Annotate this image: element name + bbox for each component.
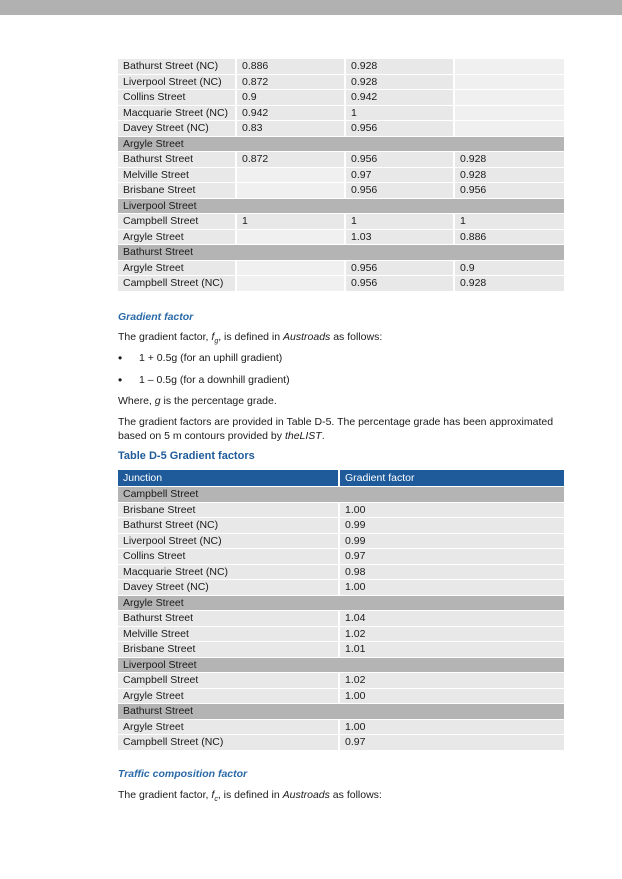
table-row bbox=[118, 261, 564, 277]
group-label: Campbell Street bbox=[118, 487, 564, 503]
table-row bbox=[118, 276, 564, 292]
table-cell: 1.04 bbox=[340, 611, 564, 627]
table-cell: 0.956 bbox=[455, 183, 564, 199]
table-cell: Davey Street (NC) bbox=[118, 580, 340, 596]
table-cell: 0.928 bbox=[346, 75, 455, 91]
table-cell: 0.98 bbox=[340, 565, 564, 581]
table-cell: Campbell Street bbox=[118, 673, 340, 689]
table-row bbox=[118, 168, 564, 184]
table-cell: 0.928 bbox=[346, 59, 455, 75]
table-cell: Liverpool Street (NC) bbox=[118, 534, 340, 550]
table-cell bbox=[237, 276, 346, 292]
table-cell bbox=[237, 230, 346, 246]
table-cell: Argyle Street bbox=[118, 689, 340, 705]
table-cell: 0.872 bbox=[237, 75, 346, 91]
table-cell: 1.02 bbox=[340, 673, 564, 689]
table-cell: 1 bbox=[455, 214, 564, 230]
table-row bbox=[118, 611, 564, 627]
table-cell: 0.872 bbox=[237, 152, 346, 168]
table-cell bbox=[455, 106, 564, 122]
table-cell: Macquarie Street (NC) bbox=[118, 106, 237, 122]
table-cell: 0.99 bbox=[340, 518, 564, 534]
table-row bbox=[118, 59, 564, 75]
table-row bbox=[118, 230, 564, 246]
bullet-dot-icon: • bbox=[118, 351, 123, 365]
table-cell: 1 bbox=[237, 214, 346, 230]
table-cell: 0.9 bbox=[455, 261, 564, 277]
table-group-row bbox=[118, 658, 564, 674]
col-header-gradient-factor: Gradient factor bbox=[340, 470, 564, 487]
table-cell: 0.886 bbox=[237, 59, 346, 75]
table-row bbox=[118, 75, 564, 91]
table-cell: Brisbane Street bbox=[118, 503, 340, 519]
table-cell bbox=[237, 168, 346, 184]
table-group-row bbox=[118, 137, 564, 153]
table-cell bbox=[455, 59, 564, 75]
table-cell: 0.928 bbox=[455, 168, 564, 184]
table-row bbox=[118, 720, 564, 736]
table-cell: Bathurst Street (NC) bbox=[118, 59, 237, 75]
table-cell: 0.97 bbox=[346, 168, 455, 184]
gradient-explanation: The gradient factors are provided in Table D-5. The percentage grade has been approximated based on 5 m contours provided by theLIST. bbox=[118, 416, 554, 442]
table-cell: 0.99 bbox=[340, 534, 564, 550]
table-row bbox=[118, 673, 564, 689]
bullet-dot-icon: • bbox=[118, 373, 123, 387]
table-cell: 0.942 bbox=[346, 90, 455, 106]
col-header-junction: Junction bbox=[118, 470, 340, 487]
table-cell: 0.956 bbox=[346, 121, 455, 137]
table-group-row bbox=[118, 704, 564, 720]
table-cell: Argyle Street bbox=[118, 261, 237, 277]
table-row bbox=[118, 689, 564, 705]
traffic-composition-intro: The gradient factor, $f_c$, is defined in Austroads as follows: bbox=[118, 789, 382, 804]
table-cell bbox=[455, 121, 564, 137]
group-label: Argyle Street bbox=[118, 137, 564, 153]
table-row bbox=[118, 503, 564, 519]
table-row bbox=[118, 735, 564, 751]
page-header-bar bbox=[0, 0, 622, 15]
table-cell: 0.9 bbox=[237, 90, 346, 106]
table-cell: Campbell Street bbox=[118, 214, 237, 230]
table-cell bbox=[237, 261, 346, 277]
table-row bbox=[118, 642, 564, 658]
table-row bbox=[118, 152, 564, 168]
table-cell: 1 bbox=[346, 214, 455, 230]
group-label: Bathurst Street bbox=[118, 245, 564, 261]
table-cell: Melville Street bbox=[118, 168, 237, 184]
turning-factor-table bbox=[118, 59, 564, 292]
group-label: Argyle Street bbox=[118, 596, 564, 612]
table-row bbox=[118, 565, 564, 581]
gradient-factors-table bbox=[118, 470, 564, 751]
table-cell: 0.97 bbox=[340, 735, 564, 751]
table-cell: 1.00 bbox=[340, 503, 564, 519]
table-cell: Argyle Street bbox=[118, 720, 340, 736]
table-cell: 0.956 bbox=[346, 276, 455, 292]
table-row bbox=[118, 518, 564, 534]
gradient-factor-heading: Gradient factor bbox=[118, 311, 194, 323]
table-cell: Brisbane Street bbox=[118, 642, 340, 658]
table-cell: Campbell Street (NC) bbox=[118, 735, 340, 751]
table-cell: Campbell Street (NC) bbox=[118, 276, 237, 292]
table-cell: Bathurst Street (NC) bbox=[118, 518, 340, 534]
table-cell: Brisbane Street bbox=[118, 183, 237, 199]
table-cell: 1.00 bbox=[340, 689, 564, 705]
table-cell bbox=[455, 75, 564, 91]
table-group-row bbox=[118, 487, 564, 503]
table-cell bbox=[455, 90, 564, 106]
table-cell: 1.00 bbox=[340, 720, 564, 736]
group-label: Bathurst Street bbox=[118, 704, 564, 720]
table-cell: 1.00 bbox=[340, 580, 564, 596]
table-row bbox=[118, 534, 564, 550]
table-cell: 0.956 bbox=[346, 261, 455, 277]
gradient-where-text: Where, g is the percentage grade. bbox=[118, 395, 277, 407]
gradient-factor-intro: The gradient factor, $f_g$, is defined in Austroads as follows: bbox=[118, 331, 383, 346]
table-cell: Bathurst Street bbox=[118, 611, 340, 627]
table-cell: 0.886 bbox=[455, 230, 564, 246]
table-cell: 1.01 bbox=[340, 642, 564, 658]
table-cell: 0.956 bbox=[346, 152, 455, 168]
table-row bbox=[118, 549, 564, 565]
table-cell: Collins Street bbox=[118, 90, 237, 106]
traffic-composition-heading: Traffic composition factor bbox=[118, 768, 248, 780]
table-cell: 1.03 bbox=[346, 230, 455, 246]
table-cell: 0.928 bbox=[455, 152, 564, 168]
table-cell: Macquarie Street (NC) bbox=[118, 565, 340, 581]
table-cell: Argyle Street bbox=[118, 230, 237, 246]
table-row bbox=[118, 580, 564, 596]
table-row bbox=[118, 90, 564, 106]
table-cell: Melville Street bbox=[118, 627, 340, 643]
table-row bbox=[118, 183, 564, 199]
table-cell: 0.942 bbox=[237, 106, 346, 122]
table-cell bbox=[237, 183, 346, 199]
table-cell: 0.97 bbox=[340, 549, 564, 565]
table-group-row bbox=[118, 596, 564, 612]
table-cell: 0.928 bbox=[455, 276, 564, 292]
table-row bbox=[118, 106, 564, 122]
table-cell: Collins Street bbox=[118, 549, 340, 565]
table-cell: 1.02 bbox=[340, 627, 564, 643]
table-group-row bbox=[118, 199, 564, 215]
table-row bbox=[118, 214, 564, 230]
group-label: Liverpool Street bbox=[118, 658, 564, 674]
table-cell: 1 bbox=[346, 106, 455, 122]
table-d5-caption: Table D-5 Gradient factors bbox=[118, 450, 255, 462]
table-row bbox=[118, 121, 564, 137]
table-group-row bbox=[118, 245, 564, 261]
table-row bbox=[118, 627, 564, 643]
group-label: Liverpool Street bbox=[118, 199, 564, 215]
table-cell: 0.956 bbox=[346, 183, 455, 199]
table-cell: 0.83 bbox=[237, 121, 346, 137]
table-cell: Bathurst Street bbox=[118, 152, 237, 168]
table-cell: Liverpool Street (NC) bbox=[118, 75, 237, 91]
table-cell: Davey Street (NC) bbox=[118, 121, 237, 137]
